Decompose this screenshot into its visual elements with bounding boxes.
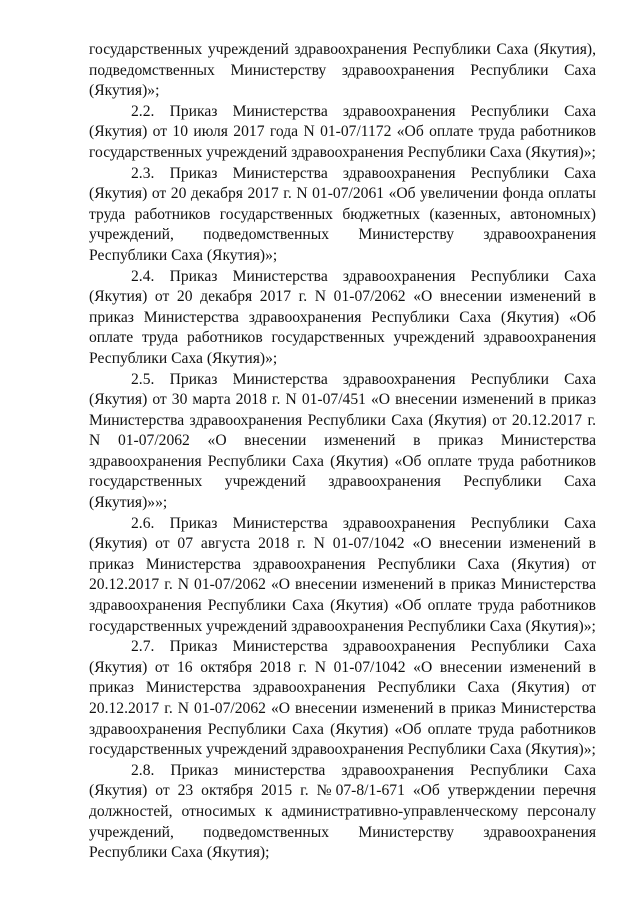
paragraph-item-2-3: 2.3. Приказ Министерства здравоохранения Республики Саха (Якутия) от 20 декабря 2017 г. N 01-07/2061 «Об увеличении фонда оплаты труда работников государственных бюджетных (казенных, автономных) учреждений, подведомственных Министерству здравоохранения Республики Саха (Якутия)»;: [89, 164, 596, 264]
paragraph-item-2-8: 2.8. Приказ министерства здравоохранения Республики Саха (Якутия) от 23 октября 2015 г. №07-8/1-671 «Об утверждении перечня должностей, относимых к административно-управленческому персоналу учреждений, подведомственных Министерству здравоохранения Республики Саха (Якутия);: [89, 761, 596, 862]
paragraph-item-2-2: 2.2. Приказ Министерства здравоохранения Республики Саха (Якутия) от 10 июля 2017 года N 01-07/1172 «Об оплате труда работников государственных учреждений здравоохранения Республики Саха (Якутия)»;: [89, 102, 596, 161]
paragraph-continuation: государственных учреждений здравоохранения Республики Саха (Якутия), подведомственных Министерству здравоохранения Республики Саха (Якутия)»;: [89, 41, 596, 100]
paragraph-item-2-5: 2.5. Приказ Министерства здравоохранения Республики Саха (Якутия) от 30 марта 2018 г. N 01-07/451 «О внесении изменений в приказ Министерства здравоохранения Республики Саха (Якутия) от 20.12.2017 г. N 01-07/2062 «О внесении изменений в приказ Министерства здравоохранения Республики Саха (Якутия) «Об оплате труда работников государственных учреждений здравоохранения Республики Саха (Якутия)»»;: [89, 370, 596, 512]
paragraph-item-2-6: 2.6. Приказ Министерства здравоохранения Республики Саха (Якутия) от 07 августа 2018 г. N 01-07/1042 «О внесении изменений в приказ Министерства здравоохранения Республики Саха (Якутия) от 20.12.2017 г. N 01-07/2062 «О внесении изменений в приказ Министерства здравоохранения Республики Саха (Якутия) «Об оплате труда работников государственных учреждений здравоохранения Республики Саха (Якутия)»;: [89, 514, 596, 635]
paragraph-item-2-7: 2.7. Приказ Министерства здравоохранения Республики Саха (Якутия) от 16 октября 2018 г. N 01-07/1042 «О внесении изменений в приказ Министерства здравоохранения Республики Саха (Якутия) от 20.12.2017 г. N 01-07/2062 «О внесении изменений в приказ Министерства здравоохранения Республики Саха (Якутия) «Об оплате труда работников государственных учреждений здравоохранения Республики Саха (Якутия)»;: [89, 638, 596, 759]
document-page: [89, 40, 596, 864]
paragraph-item-2-4: 2.4. Приказ Министерства здравоохранения Республики Саха (Якутия) от 20 декабря 2017 г. N 01-07/2062 «О внесении изменений в приказ Министерства здравоохранения Республики Саха (Якутия) «Об оплате труда работников государственных учреждений здравоохранения Республики Саха (Якутия)»;: [89, 267, 596, 367]
